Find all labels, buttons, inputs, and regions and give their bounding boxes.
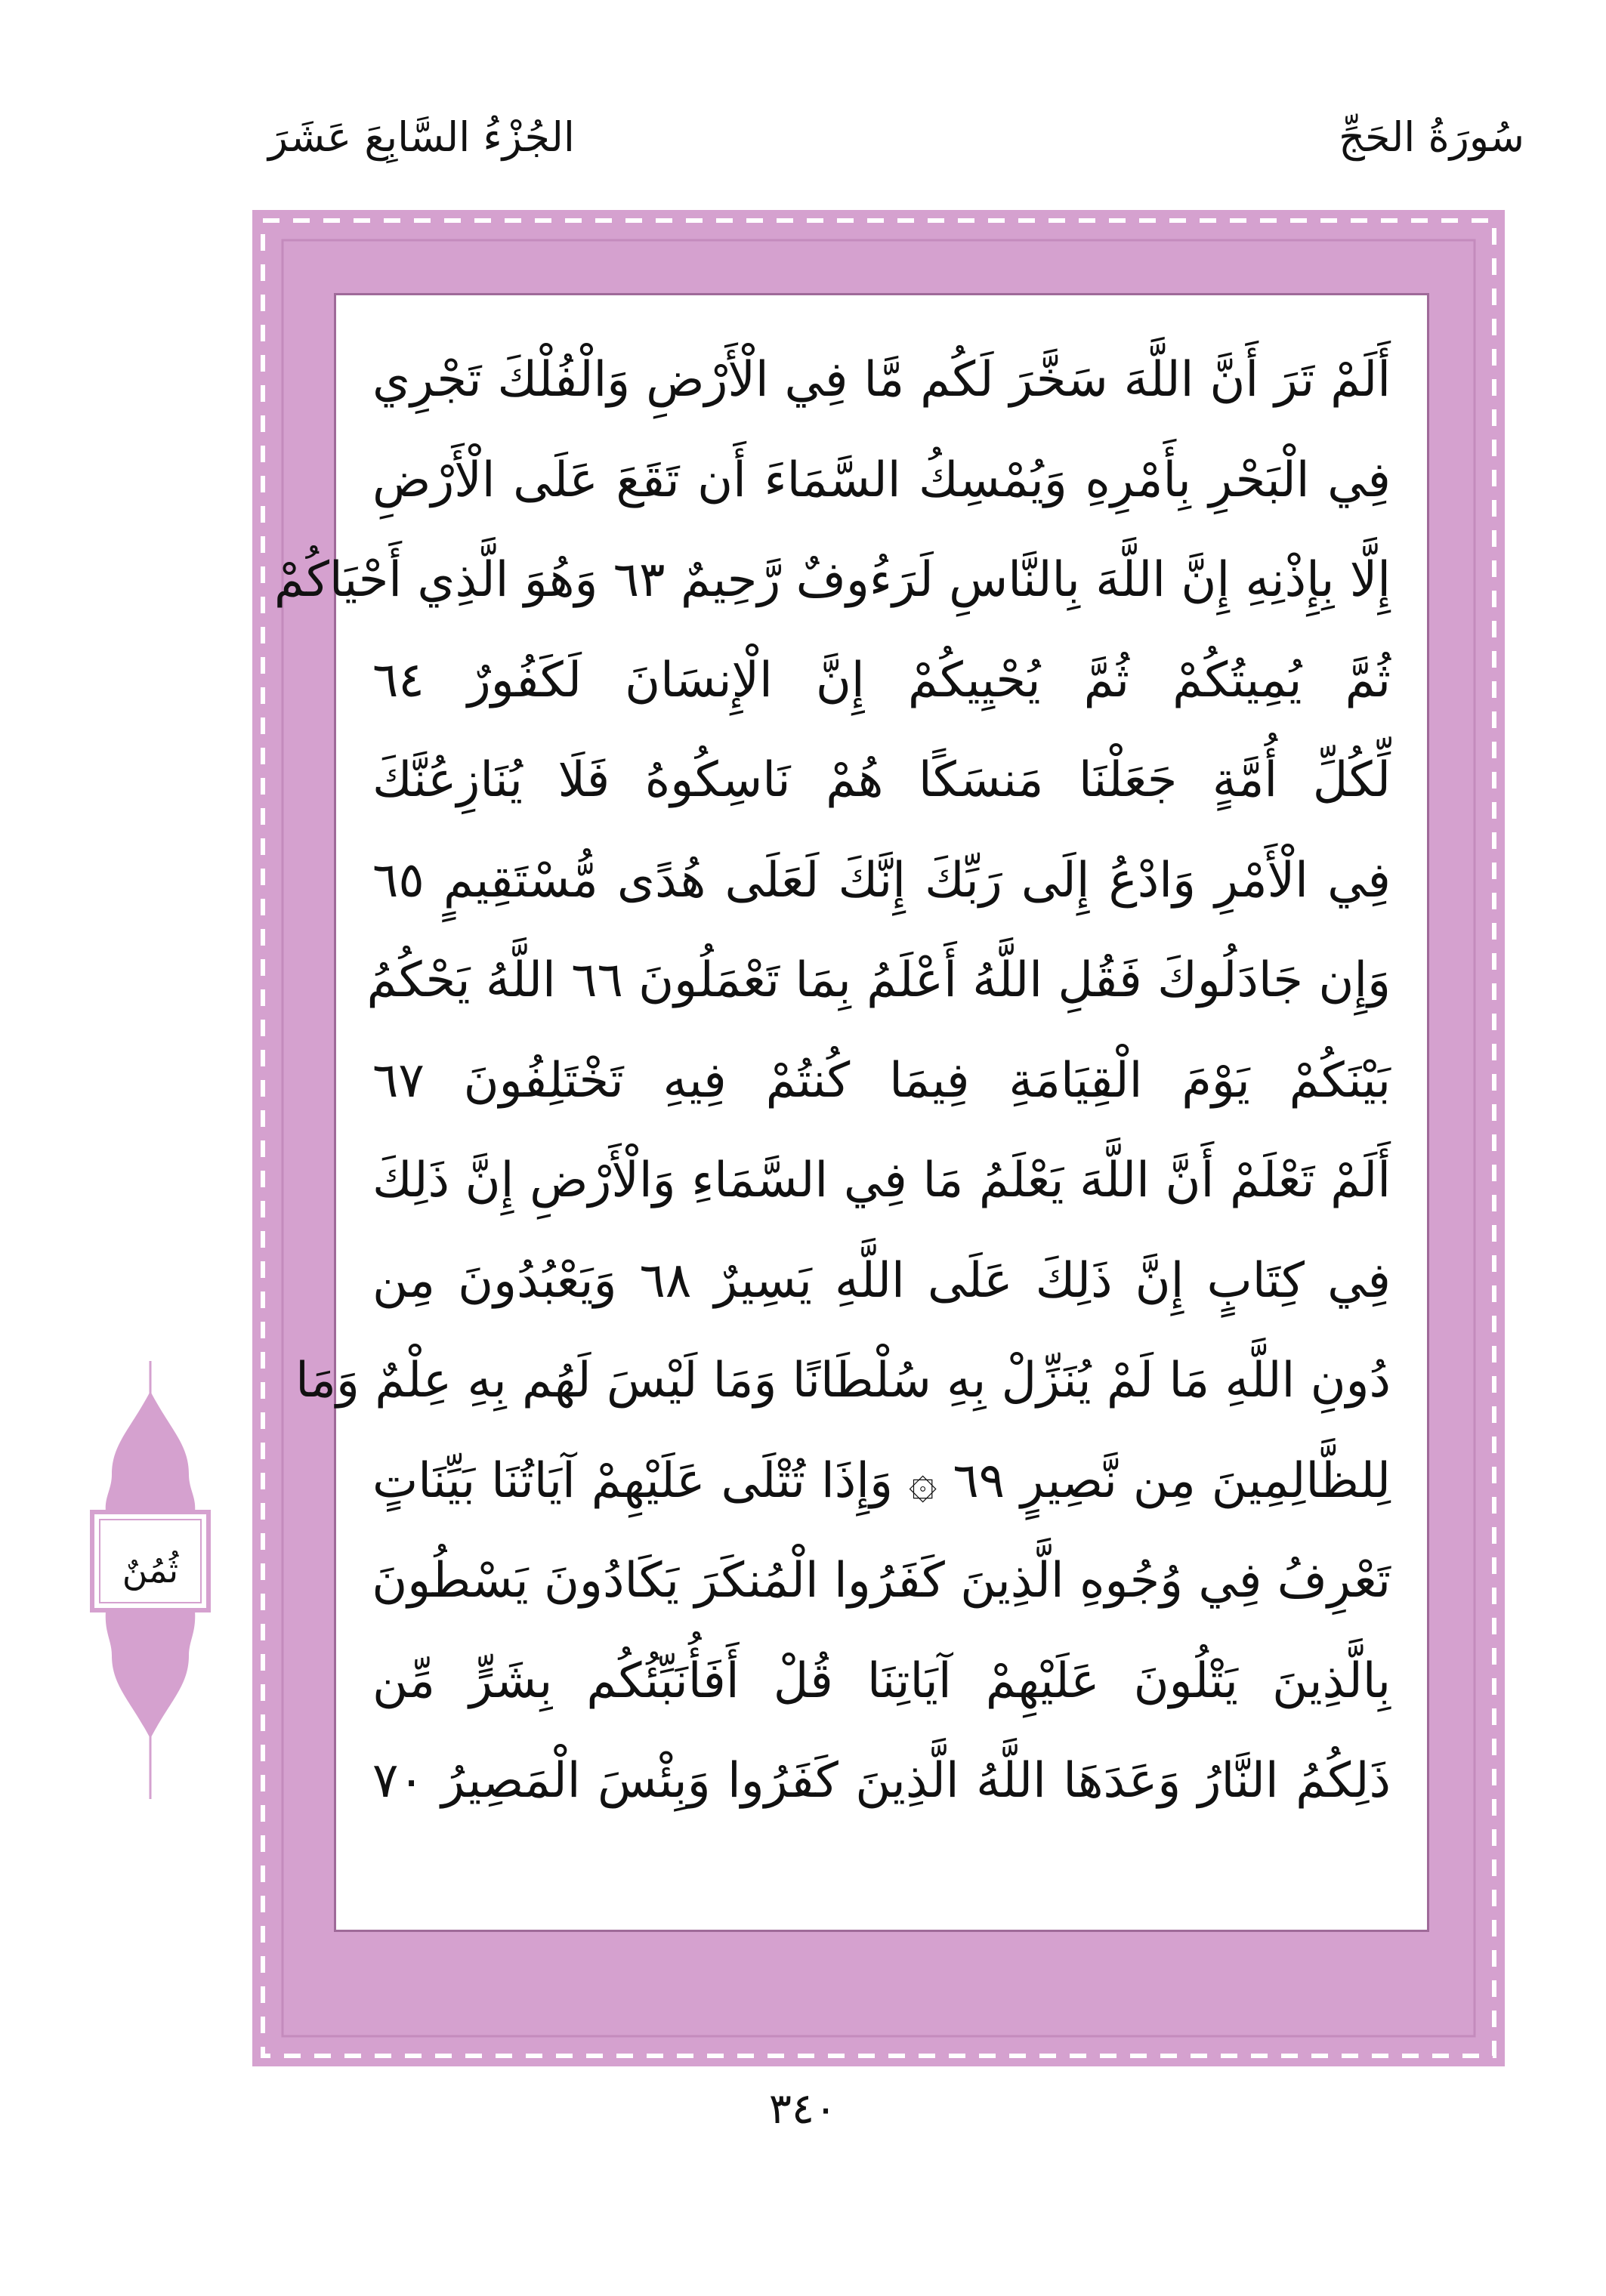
verse-line-1: أَلَمْ تَرَ أَنَّ اللَّهَ سَخَّرَ لَكُم مَّا فِي الْأَرْضِ وَالْفُلْكَ تَجْرِي [372, 352, 1391, 408]
ornamental-page-frame [252, 210, 1505, 2066]
surah-title: سُورَةُ الحَجِّ [1339, 113, 1524, 161]
juz-title: الجُزْءُ السَّابِعَ عَشَرَ [268, 113, 575, 161]
hizb-eighth-marker [89, 1361, 212, 1799]
verse-line-10: فِي كِتَابٍ إِنَّ ذَلِكَ عَلَى اللَّهِ يَسِيرٌ ٦٨ وَيَعْبُدُونَ مِن [372, 1252, 1391, 1309]
verse-line-13: تَعْرِفُ فِي وُجُوهِ الَّذِينَ كَفَرُوا الْمُنكَرَ يَكَادُونَ يَسْطُونَ [372, 1553, 1391, 1609]
verse-line-3: إِلَّا بِإِذْنِهِ إِنَّ اللَّهَ بِالنَّاسِ لَرَءُوفٌ رَّحِيمٌ ٦٣ وَهُوَ الَّذِي أَحْيَاكُمْ [273, 552, 1391, 608]
verse-line-9: أَلَمْ تَعْلَمْ أَنَّ اللَّهَ يَعْلَمُ مَا فِي السَّمَاءِ وَالْأَرْضِ إِنَّ ذَلِكَ [372, 1153, 1391, 1208]
verse-line-14: بِالَّذِينَ يَتْلُونَ عَلَيْهِمْ آيَاتِنَا قُلْ أَفَأُنَبِّئُكُم بِشَرٍّ مِّن [372, 1653, 1391, 1709]
verse-lines [273, 330, 1391, 1832]
text-panel [273, 293, 1429, 1932]
hizb-label: ثُمُنٌ [122, 1550, 179, 1591]
verse-line-6: فِي الْأَمْرِ وَادْعُ إِلَى رَبِّكَ إِنَّكَ لَعَلَى هُدًى مُّسْتَقِيمٍ ٦٥ [372, 852, 1391, 909]
verse-line-11: دُونِ اللَّهِ مَا لَمْ يُنَزِّلْ بِهِ سُلْطَانًا وَمَا لَيْسَ لَهُم بِهِ عِلْمٌ وَمَا [295, 1353, 1391, 1409]
page-number: ٣٤٠ [768, 2085, 838, 2134]
verse-line-7: وَإِن جَادَلُوكَ فَقُلِ اللَّهُ أَعْلَمُ بِمَا تَعْمَلُونَ ٦٦ اللَّهُ يَحْكُمُ [366, 952, 1391, 1008]
verse-line-4: ثُمَّ يُمِيتُكُمْ ثُمَّ يُحْيِيكُمْ إِنَّ الْإِنسَانَ لَكَفُورٌ ٦٤ [372, 652, 1391, 708]
verse-line-15: ذَلِكُمُ النَّارُ وَعَدَهَا اللَّهُ الَّذِينَ كَفَرُوا وَبِئْسَ الْمَصِيرُ ٧٠ [372, 1753, 1391, 1809]
verse-line-2: فِي الْبَحْرِ بِأَمْرِهِ وَيُمْسِكُ السَّمَاءَ أَن تَقَعَ عَلَى الْأَرْضِ [372, 452, 1391, 508]
verse-line-12: لِلظَّالِمِينَ مِن نَّصِيرٍ ٦٩ ۞ وَإِذَا تُتْلَى عَلَيْهِمْ آيَاتُنَا بَيِّنَاتٍ [372, 1452, 1391, 1509]
verse-line-5: لِّكُلِّ أُمَّةٍ جَعَلْنَا مَنسَكًا هُمْ نَاسِكُوهُ فَلَا يُنَازِعُنَّكَ [372, 752, 1391, 808]
verse-line-8: بَيْنَكُمْ يَوْمَ الْقِيَامَةِ فِيمَا كُنتُمْ فِيهِ تَخْتَلِفُونَ ٦٧ [372, 1052, 1391, 1109]
